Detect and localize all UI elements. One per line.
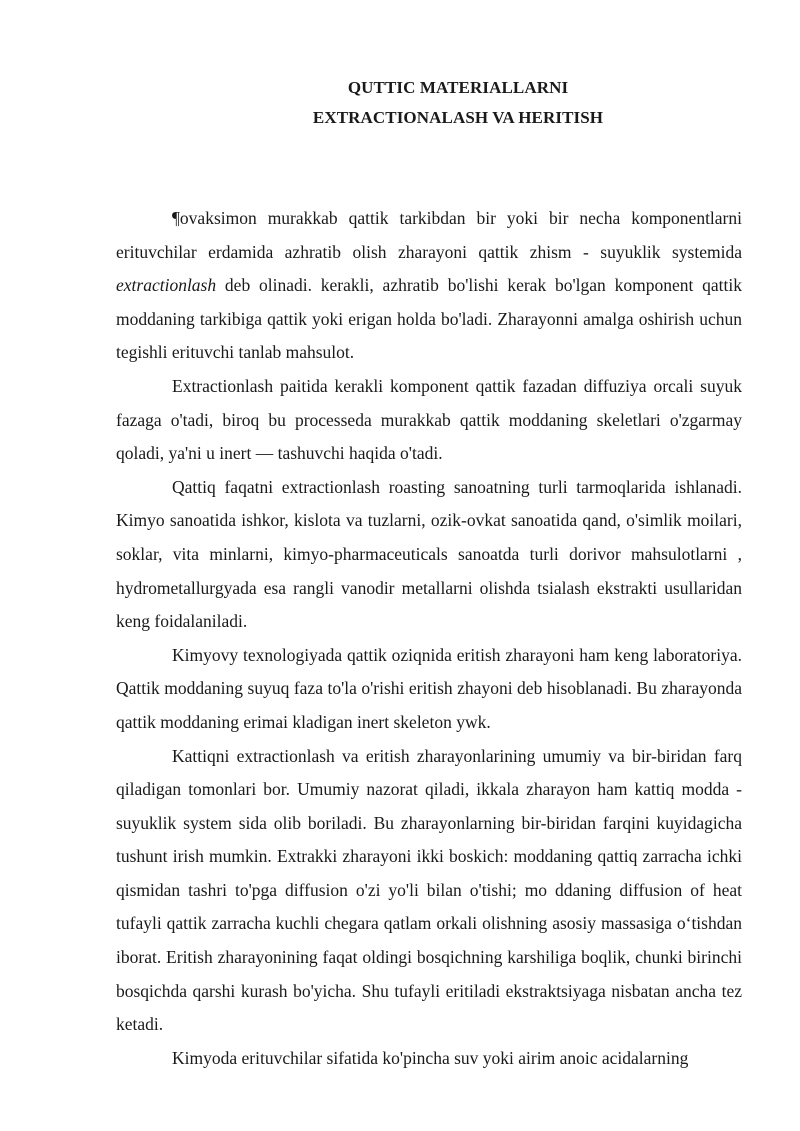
paragraph-1-text-start: ¶ovaksimon murakkab qattik tarkibdan bir yoki bir necha komponentlarni erituvchilar erdamida azhratib olish zharayoni qattik zhism - suyuklik systemida [116, 208, 742, 262]
paragraph-1 [116, 202, 742, 370]
paragraph-3: Qattiq faqatni extractionlash roasting sanoatning turli tarmoqlarida ishlanadi. Kimyo sanoatida ishkor, kislota va tuzlarni, ozik-ovkat sanoatida qand, o'simlik moilari, soklar, vita minlarni, kimyo-pharmaceuticals sanoatda turli dorivor mahsulotlarni , hydrometallurgyada esa rangli vanodir metallarni olishda tsialash ekstrakti usullaridan keng foidalaniladi. [116, 476, 742, 632]
emphasized-term: extractionlash [116, 275, 217, 296]
document-title [0, 73, 800, 133]
paragraph-4: Kimyovy texnologiyada qattik oziqnida eritish zharayoni ham keng laboratoriya. Qattik moddaning suyuq faza to'la o'rishi eritish zhayoni deb hisoblanadi. Bu zharayonda qattik moddaning erimai kladigan inert skeleton ywk. [116, 644, 742, 732]
paragraph-5: Kattiqni extractionlash va eritish zharayonlarining umumiy va bir-biridan farq qiladigan tomonlari bor. Umumiy nazorat qiladi, ikkala zharayon ham kattiq modda - suyuklik system sida olib boriladi. Bu zharayonlarning bir-biridan farqini kuyidagicha tushunt irish mumkin. Extrakki zharayoni ikki boskich: moddaning qattiq zarracha ichki qismidan tashri to'pga diffusion o'zi yo'li bilan o'tishi; mo ddaning diffusion of heat tufayli qattik zarracha kuchli chegara qatlam orkali olishning asosiy massasiga o‘tishdan iborat. Eritish zharayonining faqat oldingi bosqichning karshiliga boqlik, chunki birinchi bosqichda qarshi kurash bo'yicha. Shu tufayli eritiladi ekstraktsiyaga nisbatan ancha tez ketadi. [116, 745, 742, 1035]
document-body [116, 202, 742, 1075]
title-line-1: QUTTIC MATERIALLARNI [347, 78, 569, 97]
title-line-2: EXTRACTIONALASH VA HERITISH [312, 108, 604, 127]
paragraph-6: Kimyoda erituvchilar sifatida ko'pincha suv yoki airim anoic acidalarning [172, 1047, 689, 1068]
paragraph-2: Extractionlash paitida kerakli komponent qattik fazadan diffuziya orcali suyuk fazaga o'tadi, biroq bu processeda murakkab qattik moddaning skeletlari o'zgarmay qoladi, ya'ni u inert — tashuvchi haqida o'tadi. [116, 375, 742, 464]
paragraph-1-text-end: deb olinadi. kerakli, azhratib bo'lishi kerak bo'lgan komponent qattik moddaning tarkibiga qattik yoki erigan holda bo'ladi. Zharayonni amalga oshirish uchun tegishli erituvchi tanlab mahsulot. [116, 275, 742, 363]
